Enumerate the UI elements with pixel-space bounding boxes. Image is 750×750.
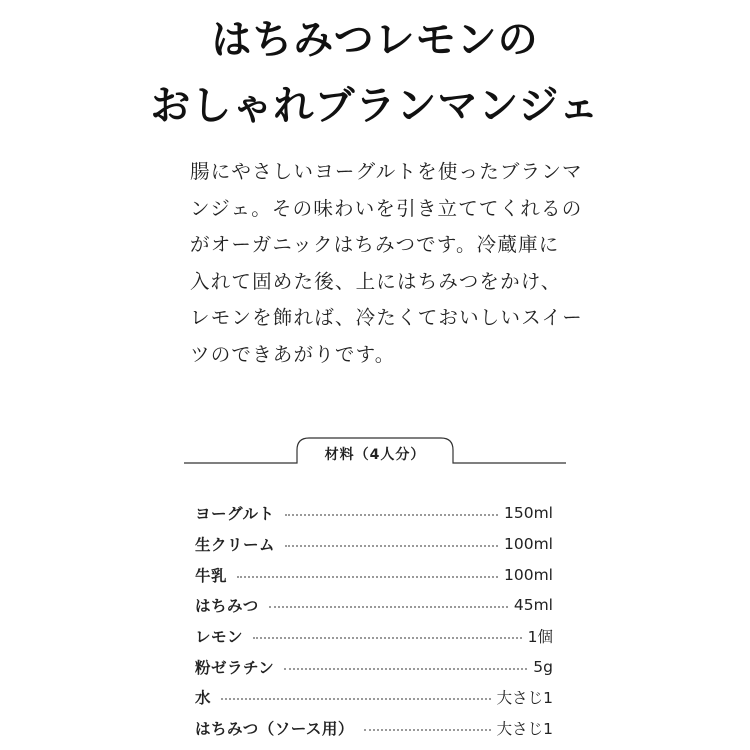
ingredient-name: はちみつ bbox=[195, 597, 259, 616]
ingredient-amount: 150ml bbox=[504, 504, 553, 523]
ingredient-name: ヨーグルト bbox=[195, 505, 275, 524]
ingredient-row bbox=[195, 621, 553, 652]
ingredient-name: はちみつ（ソース用） bbox=[195, 720, 354, 739]
ingredient-row bbox=[195, 682, 553, 713]
dotted-leader bbox=[253, 637, 522, 639]
ingredient-list bbox=[195, 498, 553, 744]
description-line: ツのできあがりです。 bbox=[190, 342, 396, 366]
ingredient-amount: 1個 bbox=[527, 628, 553, 647]
dotted-leader bbox=[364, 729, 491, 731]
ingredient-amount: 45ml bbox=[513, 596, 553, 615]
ingredient-amount: 大さじ1 bbox=[496, 720, 553, 739]
ingredients-heading: 材料（4人分） bbox=[324, 447, 426, 463]
description-line: ンジェ。その味わいを引き立ててくれるの bbox=[190, 196, 583, 220]
ingredient-amount: 100ml bbox=[504, 565, 553, 584]
ingredient-name: 粉ゼラチン bbox=[195, 658, 275, 677]
ingredient-row bbox=[195, 559, 553, 590]
recipe-title-line-2: おしゃれブランマンジェ bbox=[150, 82, 600, 129]
ingredient-row bbox=[195, 590, 553, 621]
ingredient-amount: 5g bbox=[533, 657, 553, 676]
description-line: レモンを飾れば、冷たくておいしいスイー bbox=[190, 306, 583, 329]
ingredient-row bbox=[195, 651, 553, 682]
dotted-leader bbox=[284, 668, 527, 670]
recipe-title-line-1: はちみつレモンの bbox=[211, 16, 539, 63]
ingredient-name: 牛乳 bbox=[195, 566, 228, 585]
dotted-leader bbox=[237, 576, 498, 578]
dotted-leader bbox=[285, 514, 498, 516]
description-line: 入れて固めた後、上にはちみつをかけ、 bbox=[190, 269, 562, 293]
dotted-leader bbox=[285, 545, 498, 547]
description-line: がオーガニックはちみつです。冷蔵庫に bbox=[190, 233, 560, 256]
ingredient-row bbox=[195, 498, 553, 529]
dotted-leader bbox=[221, 698, 491, 700]
description-line: 腸にやさしいヨーグルトを使ったブランマ bbox=[190, 160, 583, 183]
ingredient-name: レモン bbox=[195, 628, 244, 647]
ingredient-name: 水 bbox=[195, 689, 212, 708]
ingredient-row bbox=[195, 713, 553, 744]
ingredient-name: 生クリーム bbox=[195, 536, 276, 555]
ingredient-amount: 大さじ1 bbox=[496, 689, 553, 708]
ingredient-row bbox=[195, 529, 553, 560]
dotted-leader bbox=[269, 606, 508, 608]
ingredient-amount: 100ml bbox=[504, 535, 553, 554]
